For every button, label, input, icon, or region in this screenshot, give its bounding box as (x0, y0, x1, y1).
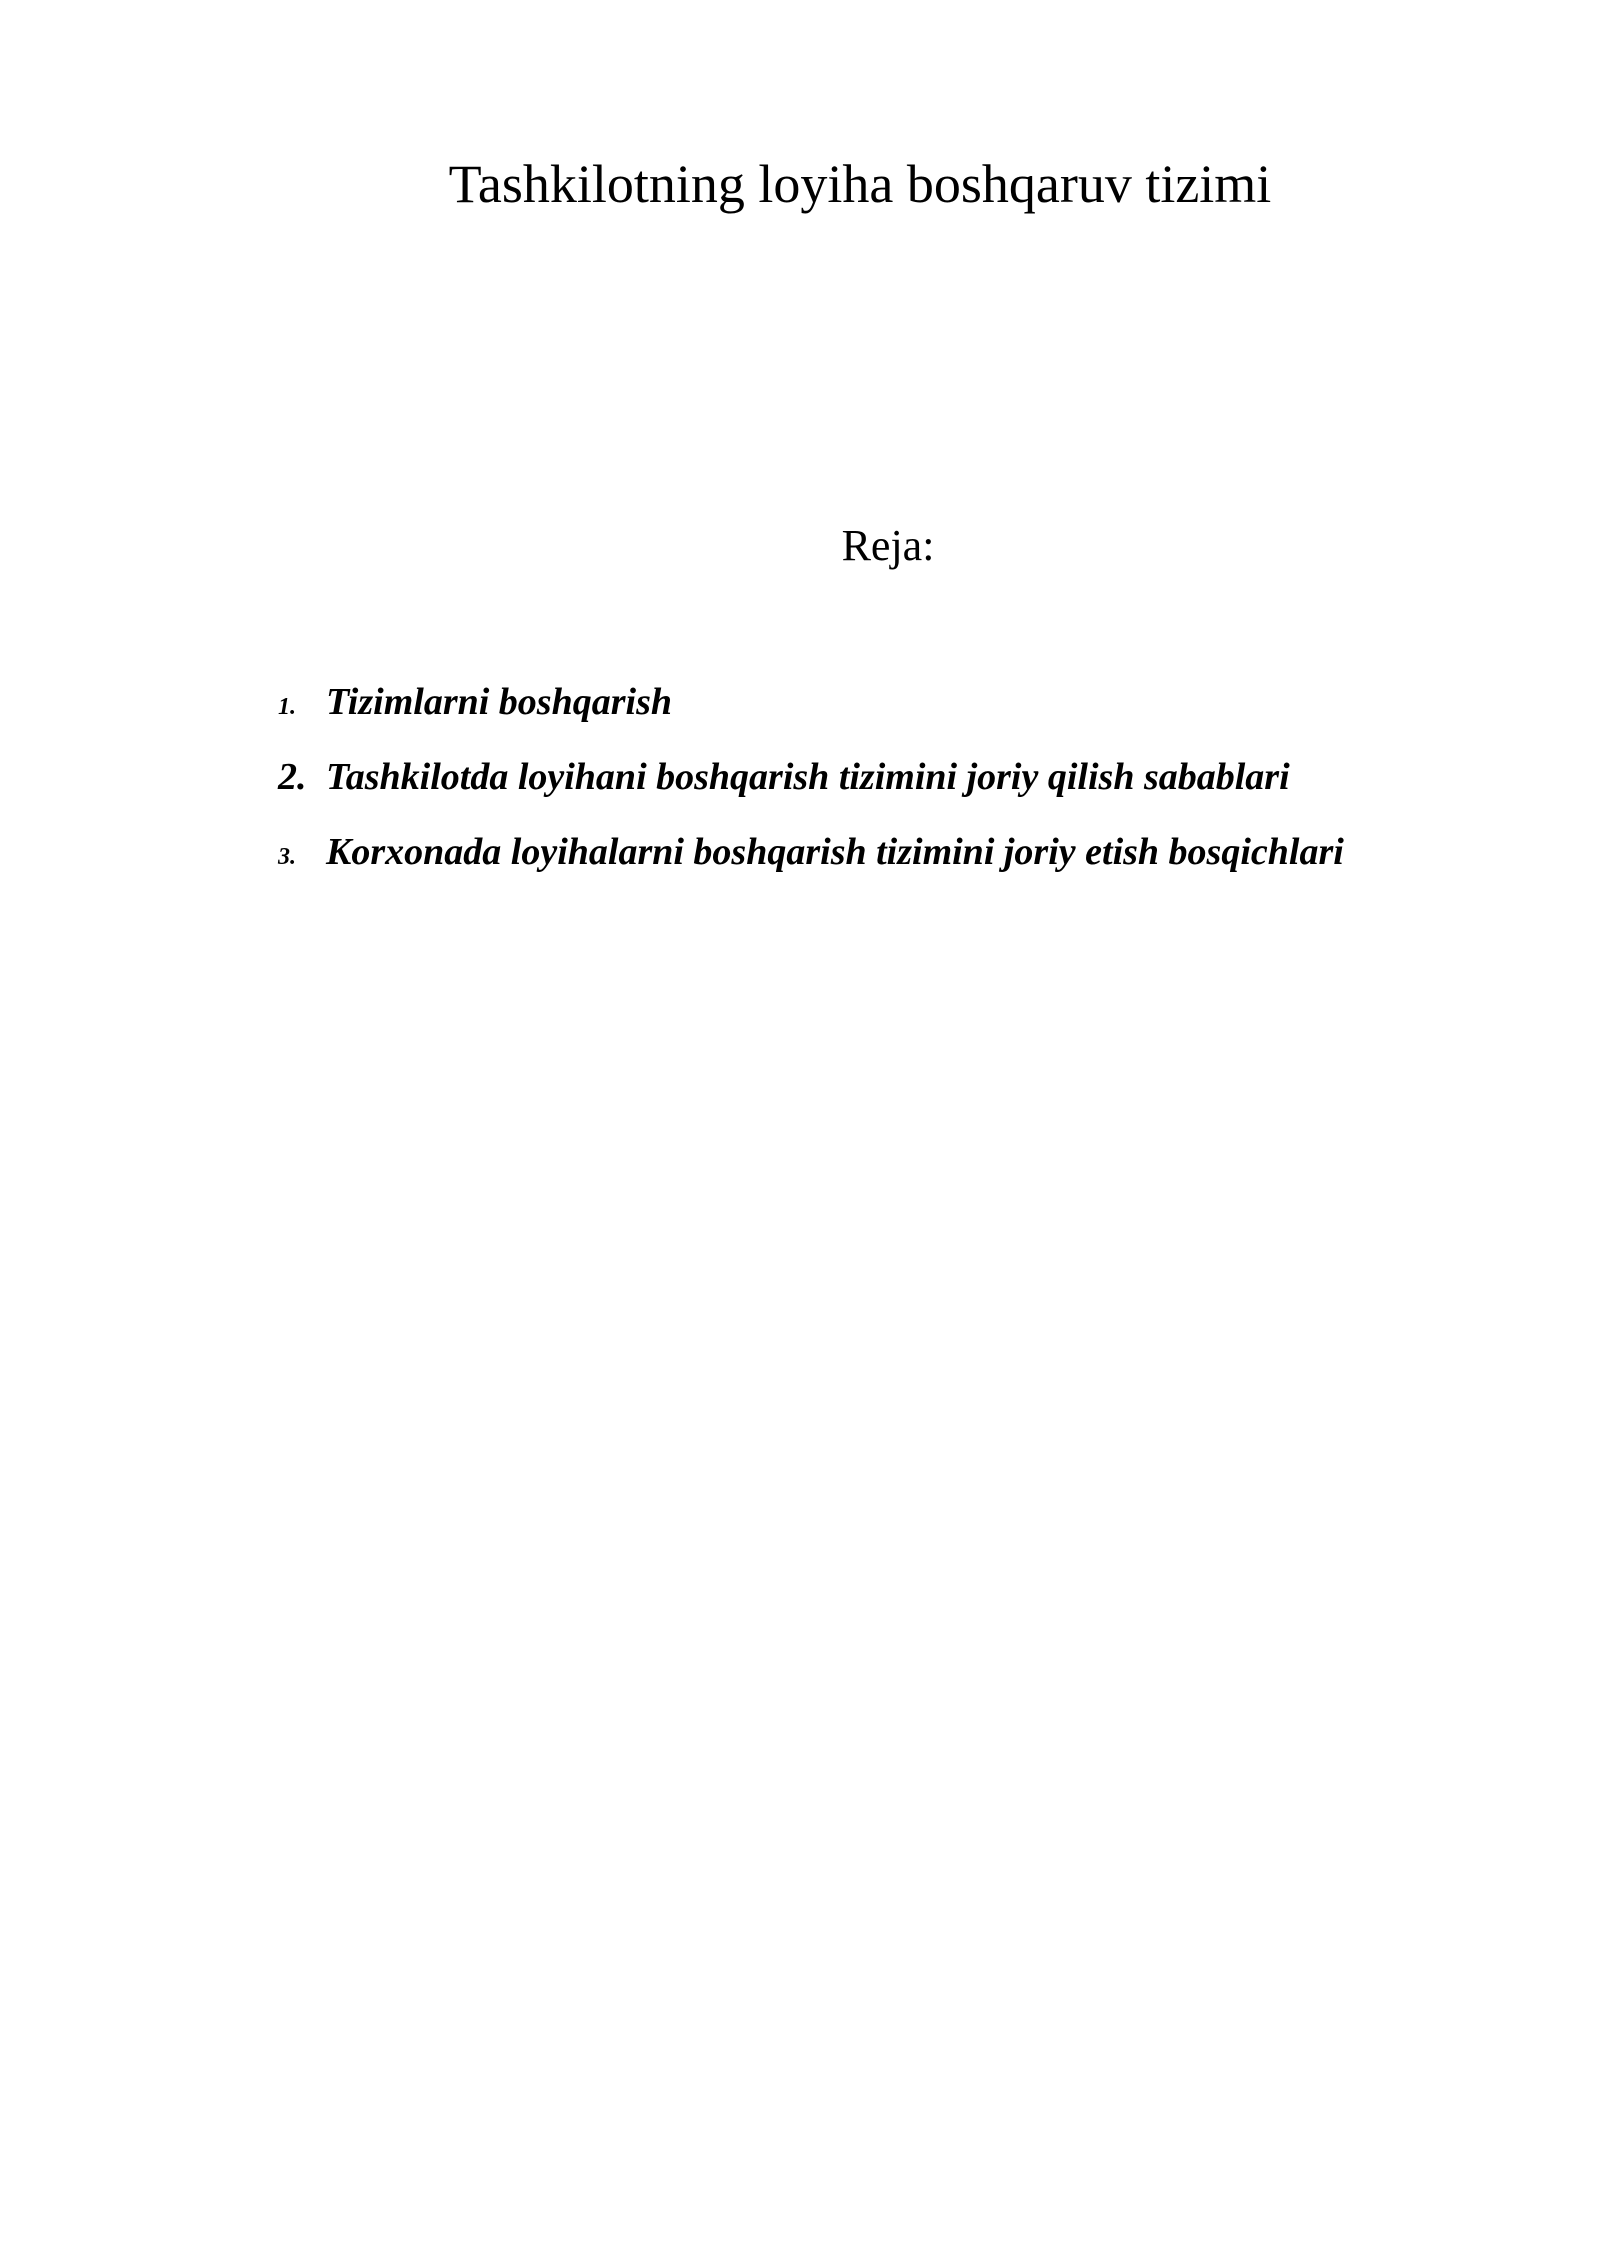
plan-item-text: Tizimlarni boshqarish (326, 681, 672, 723)
plan-item (278, 680, 1344, 755)
document-title: Tashkilotning loyiha boshqaruv tizimi (448, 154, 1272, 214)
plan-item (278, 830, 1344, 905)
plan-item-text: Korxonada loyihalarni boshqarish tizimini joriy etish bosqichlari (326, 831, 1344, 873)
plan-item-text: Tashkilotda loyihani boshqarish tizimini joriy qilish sabablari (326, 756, 1290, 798)
plan-item-number: 2. (278, 756, 307, 798)
plan-item (278, 755, 1344, 830)
plan-item-number: 1. (278, 694, 296, 720)
plan-item-number: 3. (278, 844, 296, 870)
plan-list (278, 680, 1344, 905)
plan-heading: Reja: (841, 521, 935, 570)
